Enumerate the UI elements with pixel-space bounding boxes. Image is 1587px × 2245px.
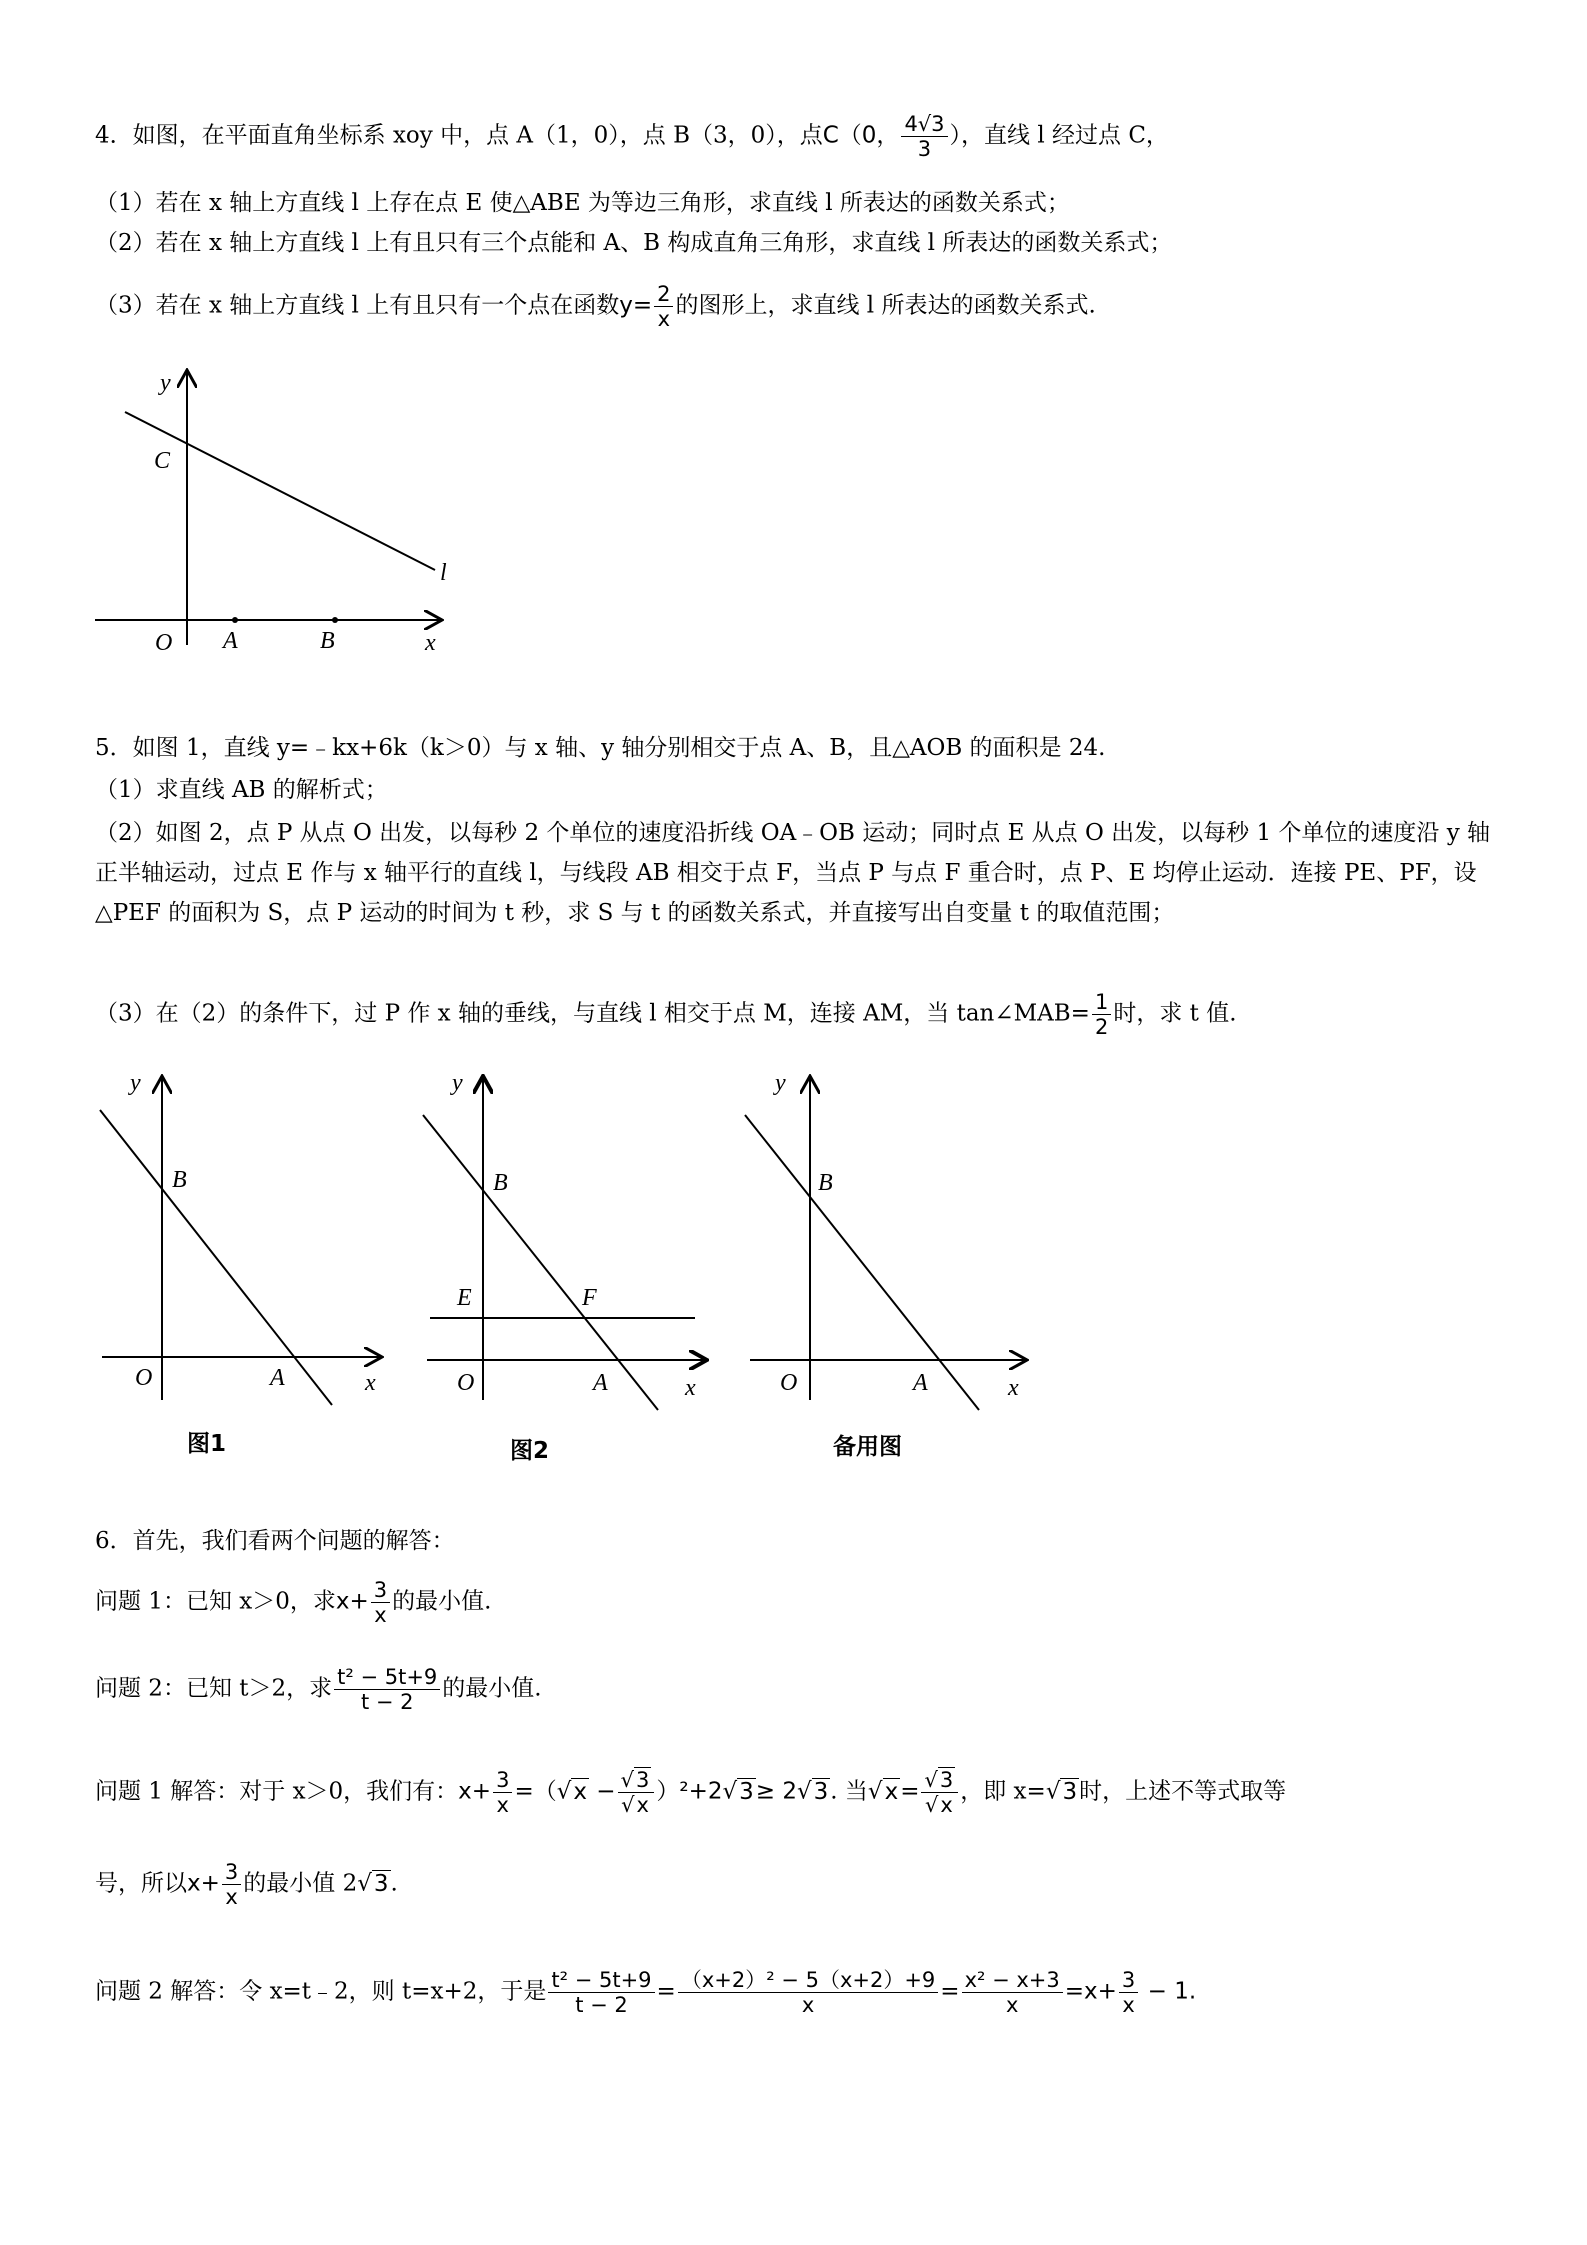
q4-l-label: l — [440, 560, 447, 586]
sol2-frac3 — [962, 1968, 1063, 2017]
fig1-a-label: A — [270, 1365, 285, 1391]
q4-part3 — [95, 282, 1096, 331]
q4-heading-text: 4．如图，在平面直角坐标系 xoy 中，点 A（1，0），点 B（3，0），点 — [95, 122, 823, 149]
fig2-e-label: E — [457, 1285, 472, 1311]
q5-part2: （2）如图 2，点 P 从点 O 出发，以每秒 2 个单位的速度沿折线 OA﹣OB 运动；同时点 E 从点 O 出发，以每秒 1 个单位的速度沿 y 轴正半轴运动，过点 E 作与 x 轴平行的直线 l，与线段 AB 相交于点 F，当点 P 与点 F 重合时，点 P、E 均停止运动．连接 PE、PF，设△PEF 的面积为 S，点 P 运动的时间为 t 秒，求 S 与 t 的函数关系式，并直接写出自变量 t 的取值范围； — [95, 820, 1491, 926]
caption-fig1: 图1 — [187, 1431, 227, 1457]
problem1-end: 的最小值. — [392, 1588, 492, 1615]
sol1-sqrt3-num: √3 — [618, 1768, 655, 1793]
q4-part1: （1）若在 x 轴上方直线 l 上存在点 E 使△ABE 为等边三角形，求直线 l 所表达的函数关系式； — [95, 190, 1070, 216]
q4-y-label: y — [160, 370, 171, 396]
function-numerator: 2 — [654, 282, 673, 307]
sol2-x-plus: x+ — [1084, 1978, 1117, 2005]
sol2-eq3: = — [1064, 1978, 1085, 2005]
sol1-two-sqrt3-b-arg: 3 — [813, 1778, 829, 1805]
sol1-square-plus: ）²+2 — [656, 1778, 723, 1805]
sol1-period: . — [390, 1870, 398, 1897]
solution1-text: 问题 1 解答：对于 x＞0，我们有： — [95, 1778, 459, 1805]
problem1-numerator: 3 — [371, 1578, 390, 1603]
sol2-frac2-num: （x+2）² − 5（x+2）+9 — [678, 1968, 938, 1993]
sol2-eq2: = — [940, 1978, 960, 2005]
fig3-a-label: A — [913, 1370, 928, 1396]
q4-x-label: x — [425, 630, 436, 656]
sol1-geq: ≥ 2 — [755, 1778, 797, 1805]
sol1-eq: = — [900, 1778, 920, 1805]
sol1-x-plus-2: x+ — [187, 1870, 220, 1897]
q4-part3-text: （3）若在 x 轴上方直线 l 上有且只有一个点在函数 — [95, 292, 620, 319]
fig1-y-label: y — [130, 1070, 141, 1096]
caption-fig2: 图2 — [510, 1438, 550, 1464]
q4-c-label: C — [154, 448, 171, 474]
line-l — [125, 412, 435, 570]
sol2-frac4-den: x — [1122, 1993, 1135, 2018]
problem1-fraction — [371, 1578, 390, 1627]
sol1-min-sqrt3: √3 — [357, 1870, 389, 1897]
sol1-frac-num: 3 — [493, 1768, 512, 1793]
sol1-frac-3x-2 — [222, 1860, 241, 1909]
sol1-frac-sqrt — [618, 1768, 655, 1817]
sol1-sqrt-x-2: √x — [867, 1778, 899, 1805]
q4-figure — [90, 360, 490, 660]
problem1-text: 问题 1：已知 x＞0，求 — [95, 1588, 336, 1615]
sol1-sqrt3-c-arg: 3 — [1062, 1778, 1078, 1805]
sol2-frac3-den: x — [1005, 1993, 1019, 2018]
caption-backup: 备用图 — [833, 1434, 902, 1460]
sol2-frac1 — [548, 1968, 654, 2017]
fig2-y-label: y — [452, 1070, 463, 1096]
fig2-line-ab — [423, 1115, 658, 1410]
fig3-line-ab — [745, 1115, 979, 1410]
sol1-sqrtx-den-arg: x — [636, 1793, 649, 1818]
fig3-b-label: B — [818, 1170, 833, 1196]
fig2-f-label: F — [582, 1285, 597, 1311]
sol2-frac1-den: t − 2 — [575, 1993, 628, 2018]
sol1-min-sqrt3-arg: 3 — [373, 1870, 389, 1897]
q5-part3-end: 时，求 t 值. — [1113, 1000, 1237, 1027]
point-b-dot — [332, 617, 338, 623]
fig2-b-label: B — [493, 1170, 508, 1196]
sol2-minus-one: − 1. — [1140, 1978, 1197, 2005]
sol2-frac4-num: 3 — [1119, 1968, 1138, 1993]
sol1-frac-den-2: x — [225, 1885, 238, 1910]
sol1-sqrt3-c: √3 — [1045, 1778, 1078, 1805]
sol1-open: =（ — [514, 1778, 557, 1805]
q4-part3-end: 的图形上，求直线 l 所表达的函数关系式. — [675, 292, 1096, 319]
sol1-sqrtx-den: √x — [621, 1793, 649, 1818]
point-c-fraction — [901, 112, 947, 161]
fig2-a-label: A — [593, 1370, 608, 1396]
fig3-y-label: y — [775, 1070, 786, 1096]
fig1-o-label: O — [135, 1365, 153, 1391]
sol1-frac-den: x — [496, 1793, 509, 1818]
q4-a-label: A — [223, 628, 238, 654]
q6-heading: 6．首先，我们看两个问题的解答： — [95, 1528, 455, 1554]
tan-denominator: 2 — [1094, 1015, 1109, 1040]
sol1-frac-sqrt-2 — [921, 1768, 958, 1817]
solution2-text: 问题 2 解答：令 x=t﹣2，则 t=x+2，于是 — [95, 1978, 547, 2005]
sol1-when: . 当 — [830, 1778, 868, 1805]
q4-o-label: O — [155, 630, 173, 656]
problem1-x: x+ — [335, 1588, 369, 1615]
sol1-sqrt-x-2-arg: x — [884, 1778, 899, 1805]
sol1-sqrt3-num-2-arg: 3 — [939, 1768, 954, 1792]
problem2-denominator: t − 2 — [360, 1690, 414, 1715]
q5-figure-backup — [735, 1060, 1045, 1420]
tan-numerator: 1 — [1092, 990, 1111, 1015]
sol1-minus: − — [589, 1778, 616, 1805]
q4-part2: （2）若在 x 轴上方直线 l 上有且只有三个点能和 A、B 构成直角三角形，求直线 l 所表达的函数关系式； — [95, 230, 1173, 256]
q6-solution2 — [95, 1968, 1196, 2017]
problem2-fraction — [334, 1665, 440, 1714]
sol1-frac-3x — [493, 1768, 512, 1817]
sol2-frac2-den: x — [801, 1993, 815, 2018]
q6-solution1-line1 — [95, 1768, 1286, 1817]
fig2-o-label: O — [457, 1370, 475, 1396]
sol2-frac3-num: x² − x+3 — [962, 1968, 1063, 1993]
fig1-b-label: B — [172, 1167, 187, 1193]
function-denominator: x — [657, 307, 671, 332]
q6-problem1 — [95, 1578, 491, 1627]
fig1-line-ab — [100, 1110, 332, 1405]
sol1-line1-end: 时，上述不等式取等 — [1079, 1778, 1287, 1805]
q5-part3 — [95, 990, 1237, 1039]
q5-part3-text: （3）在（2）的条件下，过 P 作 x 轴的垂线，与直线 l 相交于点 M，连接 AM，当 tan∠MAB= — [95, 1000, 1090, 1027]
sol1-two-sqrt3-a-arg: 3 — [739, 1778, 754, 1805]
sol1-sqrt-x: √x — [556, 1778, 587, 1805]
tan-fraction — [1092, 990, 1111, 1039]
sol1-min-value: 的最小值 2 — [243, 1870, 358, 1897]
q5-heading: 5．如图 1，直线 y=﹣kx+6k（k＞0）与 x 轴、y 轴分别相交于点 A、B，且△AOB 的面积是 24. — [95, 735, 1106, 761]
point-a-dot — [232, 617, 238, 623]
sol2-frac4 — [1119, 1968, 1138, 2017]
point-c-numerator: 4√3 — [901, 112, 947, 137]
fig1-x-label: x — [365, 1370, 376, 1396]
sol1-two-sqrt3-b: √3 — [797, 1778, 829, 1805]
q6-solution1-line2 — [95, 1860, 398, 1909]
sol1-sqrt-x-arg: x — [573, 1778, 587, 1805]
sol2-frac2 — [678, 1968, 938, 2017]
fig2-x-label: x — [685, 1375, 696, 1401]
problem2-numerator: t² − 5t+9 — [334, 1665, 440, 1690]
q6-problem2 — [95, 1665, 542, 1714]
q4-heading — [95, 112, 1169, 161]
sol1-sqrtx-den-2: √x — [924, 1793, 953, 1818]
sol1-sqrt3-num-2: √3 — [921, 1768, 958, 1793]
function-fraction — [654, 282, 673, 331]
sol2-frac1-num: t² − 5t+9 — [548, 1968, 654, 1993]
point-c-denominator: 3 — [917, 137, 932, 162]
point-c-label: C（0， — [822, 122, 900, 149]
function-y: y= — [619, 292, 653, 319]
q4-b-label: B — [320, 628, 335, 654]
sol1-x-plus: x+ — [458, 1778, 492, 1805]
problem2-text: 问题 2：已知 t＞2，求 — [95, 1675, 333, 1702]
q5-figure-2 — [415, 1060, 725, 1420]
sol1-sqrt3-arg: 3 — [635, 1768, 650, 1792]
fig3-x-label: x — [1008, 1375, 1019, 1401]
q4-heading-end: ），直线 l 经过点 C， — [949, 122, 1169, 149]
sol2-eq1: = — [656, 1978, 676, 2005]
sol1-frac-num-2: 3 — [222, 1860, 241, 1885]
sol1-two-sqrt3-a: √3 — [722, 1778, 754, 1805]
sol1-sqrtx-den-2-arg: x — [940, 1793, 953, 1818]
problem2-end: 的最小值. — [442, 1675, 542, 1702]
fig3-o-label: O — [780, 1370, 798, 1396]
q5-figure-1 — [90, 1060, 400, 1420]
q5-part1: （1）求直线 AB 的解析式； — [95, 777, 388, 803]
sol1-so: 号，所以 — [95, 1870, 187, 1897]
sol1-x-equals: ，即 x= — [960, 1778, 1046, 1805]
problem1-denominator: x — [374, 1603, 387, 1628]
